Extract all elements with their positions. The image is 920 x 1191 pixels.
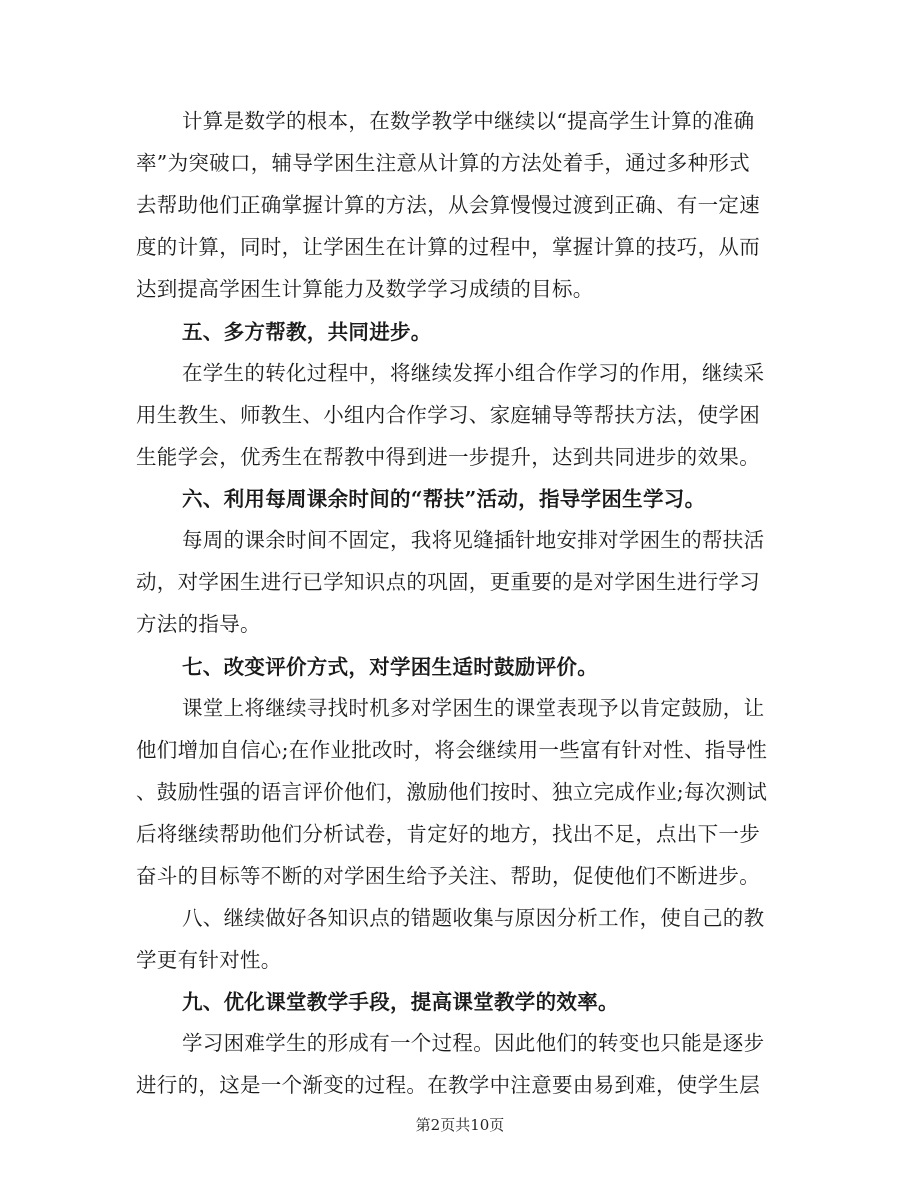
paragraph-line: 方法的指导。 [136, 612, 261, 636]
section-heading: 六、利用每周课余时间的“帮扶”活动，指导学困生学习。 [182, 487, 706, 511]
paragraph-line: 学更有针对性。 [136, 948, 282, 972]
paragraph-line: 课堂上将继续寻找时机多对学困生的课堂表现予以肯定鼓励，让 [182, 696, 765, 720]
paragraph-line: 度的计算，同时，让学困生在计算的过程中，掌握计算的技巧，从而 [136, 235, 760, 259]
paragraph-line: 他们增加自信心;在作业批改时，将会继续用一些富有针对性、指导性 [136, 738, 768, 762]
paragraph-line: 计算是数学的根本，在数学教学中继续以“提高学生计算的准确 [182, 109, 755, 133]
paragraph-line: 动，对学困生进行已学知识点的巩固，更重要的是对学困生进行学习 [136, 570, 760, 594]
paragraph-line: 在学生的转化过程中，将继续发挥小组合作学习的作用，继续采 [182, 361, 765, 385]
paragraph-line: 八、继续做好各知识点的错题收集与原因分析工作，使自己的教 [182, 906, 765, 930]
paragraph-line: 后将继续帮助他们分析试卷，肯定好的地方，找出不足，点出下一步 [136, 822, 760, 846]
paragraph-line: 进行的，这是一个渐变的过程。在教学中注意要由易到难，使学生层 [136, 1073, 760, 1097]
paragraph-line: 达到提高学困生计算能力及数学学习成绩的目标。 [136, 277, 594, 301]
section-heading: 七、改变评价方式，对学困生适时鼓励评价。 [182, 655, 598, 679]
page-number-footer: 第2页共10页 [415, 1116, 505, 1134]
paragraph-line: 学习困难学生的形成有一个过程。因此他们的转变也只能是逐步 [182, 1031, 765, 1055]
paragraph-line: 去帮助他们正确掌握计算的方法，从会算慢慢过渡到正确、有一定速 [136, 193, 760, 217]
section-heading: 九、优化课堂教学手段，提高课堂教学的效率。 [182, 990, 619, 1014]
paragraph-line: 率”为突破口，辅导学困生注意从计算的方法处着手，通过多种形式 [136, 151, 750, 175]
paragraph-line: 、鼓励性强的语言评价他们，激励他们按时、独立完成作业;每次测试 [136, 780, 768, 804]
paragraph-line: 每周的课余时间不固定，我将见缝插针地安排对学困生的帮扶活 [182, 528, 765, 552]
paragraph-line: 用生教生、师教生、小组内合作学习、家庭辅导等帮扶方法，使学困 [136, 403, 760, 427]
paragraph-line: 奋斗的目标等不断的对学困生给予关注、帮助，促使他们不断进步。 [136, 864, 760, 888]
section-heading: 五、多方帮教，共同进步。 [182, 320, 432, 344]
paragraph-line: 生能学会，优秀生在帮教中得到进一步提升，达到共同进步的效果。 [136, 445, 760, 469]
